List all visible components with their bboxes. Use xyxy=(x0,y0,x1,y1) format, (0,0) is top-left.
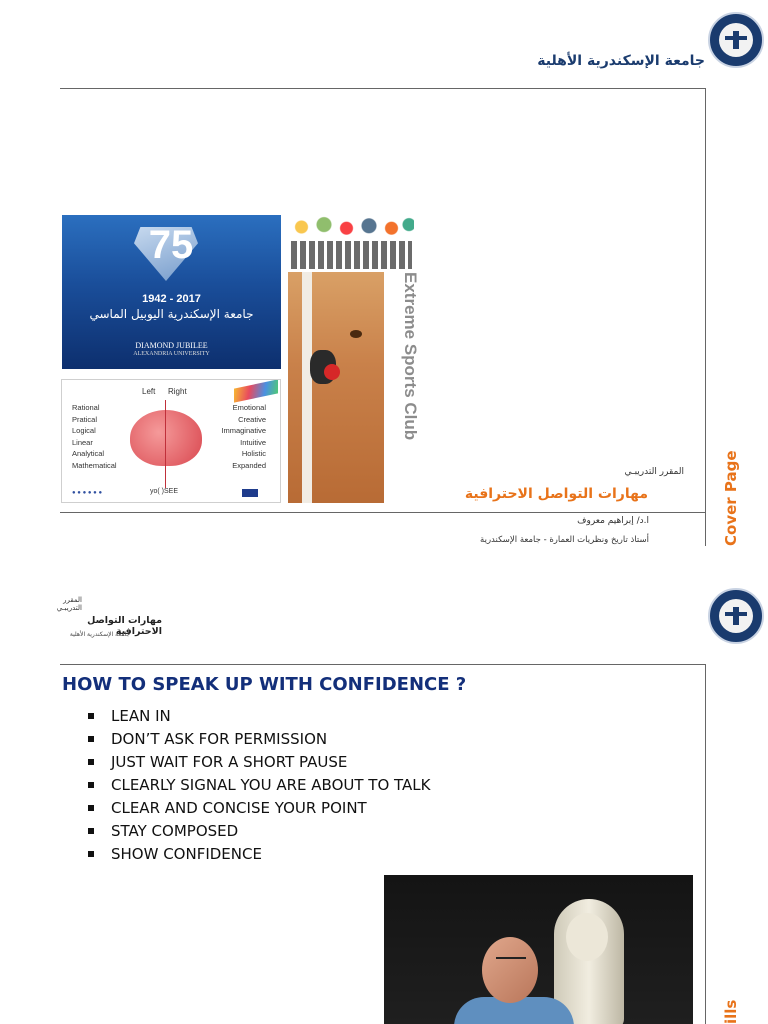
brain-icon xyxy=(130,410,202,466)
man-with-statue-image xyxy=(384,875,693,1024)
diamond-jubilee-image xyxy=(62,215,281,369)
man-head xyxy=(482,937,538,1003)
jubilee-line1: DIAMOND JUBILEE xyxy=(135,341,208,350)
crowd-silhouette xyxy=(291,241,412,269)
jubilee-line2: ALEXANDRIA UNIVERSITY xyxy=(133,351,210,357)
professor-name: ا.د/ إبراهيم معروف xyxy=(577,516,649,526)
slide2-right-divider xyxy=(705,664,706,1024)
professor-title: أستاذ تاريخ ونظريات العمارة - جامعة الإسكندرية xyxy=(480,535,649,545)
left-label: Left xyxy=(142,387,156,396)
trait: Immaginative xyxy=(221,426,266,436)
climbing-wall xyxy=(302,272,312,503)
people-balloons-image xyxy=(289,215,414,270)
list-item: LEAN IN xyxy=(88,705,430,728)
eu-flag-icon xyxy=(242,489,258,497)
list-item: SHOW CONFIDENCE xyxy=(88,843,430,866)
slide2-course-title: مهارات التواصل الاحترافية xyxy=(87,615,162,637)
list-item: STAY COMPOSED xyxy=(88,820,430,843)
climbing-hold-icon xyxy=(350,330,362,338)
trait: Creative xyxy=(238,414,266,424)
course-label: المقرر التدريبـي xyxy=(624,467,684,477)
slide2-top-divider xyxy=(60,664,705,665)
trait: Emotional xyxy=(232,403,266,412)
right-traits xyxy=(221,402,266,472)
right-divider xyxy=(705,88,706,546)
slide2-university: جامعة الإسكندرية الأهلية xyxy=(69,631,130,638)
brain-footer-dots: ● ● ● ● ● ● xyxy=(72,490,103,496)
logo-emblem-icon xyxy=(719,599,753,633)
slide2-side-label: ills xyxy=(722,999,740,1024)
list-item: CLEAR AND CONCISE YOUR POINT xyxy=(88,797,430,820)
club-name: Extreme Sports Club xyxy=(401,272,420,441)
brain-hemispheres-image xyxy=(61,379,281,503)
climbing-image xyxy=(288,272,384,503)
jubilee-years: 1942 - 2017 xyxy=(142,293,201,305)
slide-heading: HOW TO SPEAK UP WITH CONFIDENCE ? xyxy=(62,674,467,695)
university-logo xyxy=(708,588,764,644)
university-logo xyxy=(708,12,764,68)
statue-head xyxy=(566,913,608,961)
list-item: JUST WAIT FOR A SHORT PAUSE xyxy=(88,751,430,774)
trait: Mathematical xyxy=(72,460,117,470)
trait: Logical xyxy=(72,426,96,436)
top-divider xyxy=(60,88,705,89)
trait: Expanded xyxy=(232,460,266,470)
university-name: جامعة الإسكندرية الأهلية xyxy=(537,53,705,69)
right-label: Right xyxy=(168,387,187,396)
slide2-course-label: المقرر التدريبـي xyxy=(56,596,82,612)
trait: Holistic xyxy=(241,449,266,459)
logo-emblem-icon xyxy=(719,23,753,57)
trait: Pratical xyxy=(72,414,98,424)
bottom-divider xyxy=(60,512,705,513)
trait: Linear xyxy=(72,437,93,447)
list-item: DON’T ASK FOR PERMISSION xyxy=(88,728,430,751)
helmet-icon xyxy=(324,364,340,380)
jubilee-number: 75 xyxy=(148,223,194,267)
trait: Rational xyxy=(72,403,100,412)
bullet-list xyxy=(88,705,430,866)
brain-split-line xyxy=(165,400,166,488)
brain-footer-logo: yo( )SEE xyxy=(150,488,179,495)
course-title: مهارات التواصل الاحترافية xyxy=(464,486,648,502)
trait: Intuitive xyxy=(240,437,266,447)
jubilee-arabic: جامعة الإسكندرية اليوبيل الماسي xyxy=(89,307,254,321)
pencils-icon xyxy=(234,379,278,402)
cover-page-label: Cover Page xyxy=(722,450,740,546)
balloons-icon xyxy=(289,215,414,239)
list-item: CLEARLY SIGNAL YOU ARE ABOUT TO TALK xyxy=(88,774,430,797)
left-traits xyxy=(72,402,117,472)
trait: Analytical xyxy=(72,449,105,459)
glasses-icon xyxy=(496,957,526,965)
